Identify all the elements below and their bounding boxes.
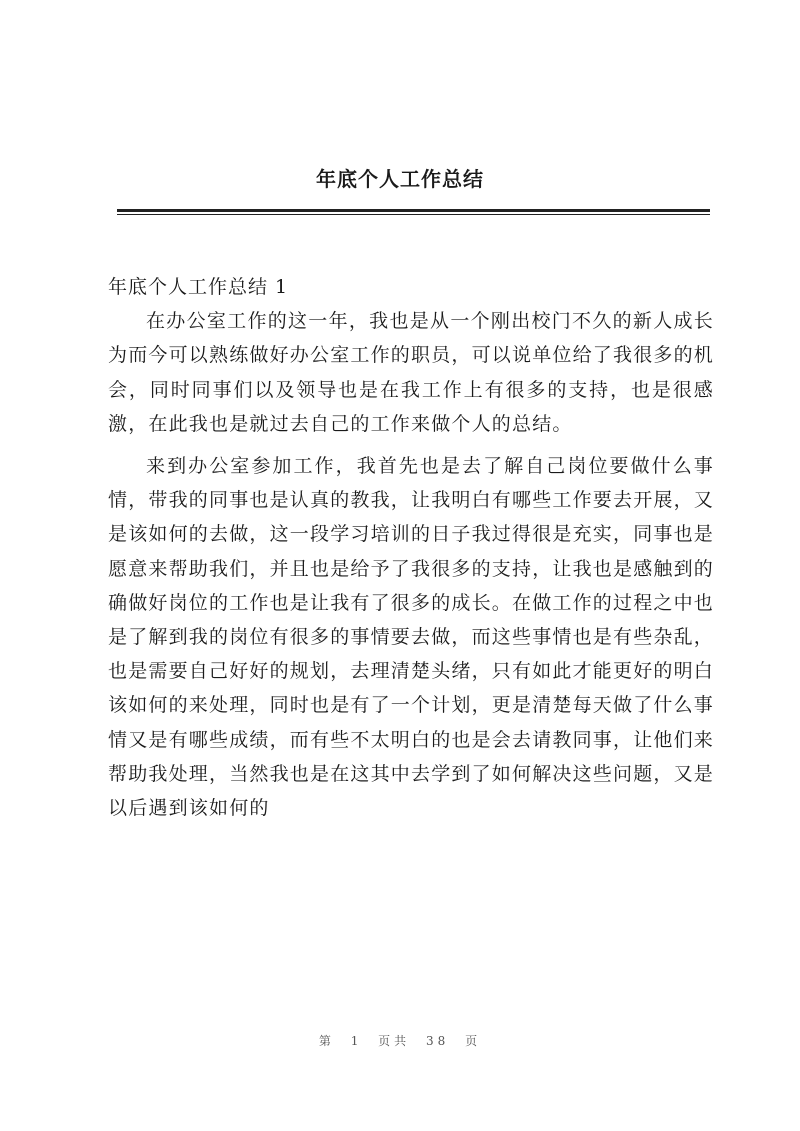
paragraph-1: 在办公室工作的这一年，我也是从一个刚出校门不久的新人成长为而今可以熟练做好办公室工作的职员，可以说单位给了我很多的机会，同时同事们以及领导也是在我工作上有很多的支持，也是很感激，在此我也是就过去自己的工作来做个人的总结。 — [108, 310, 715, 435]
section-heading: 年底个人工作总结 1 — [108, 276, 289, 298]
page-footer — [0, 1032, 800, 1049]
footer-prefix: 第 — [318, 1034, 335, 1048]
footer-mid: 页共 — [378, 1034, 411, 1048]
page-title: 年底个人工作总结 — [316, 167, 484, 191]
footer-suffix: 页 — [465, 1034, 482, 1048]
title-divider — [117, 209, 710, 212]
current-page-number: 1 — [350, 1034, 363, 1048]
total-pages-number: 38 — [426, 1034, 450, 1048]
title-divider-thin — [117, 214, 710, 215]
paragraph-2: 来到办公室参加工作，我首先也是去了解自己岗位要做什么事情，带我的同事也是认真的教我，让我明白有哪些工作要去开展，又是该如何的去做，这一段学习培训的日子我过得很是充实，同事也是愿意来帮助我们，并且也是给予了我很多的支持，让我也是感触到的确做好岗位的工作也是让我有了很多的成长。在做工作的过程之中也是了解到我的岗位有很多的事情要去做，而这些事情也是有些杂乱，也是需要自己好好的规划，去理清楚头绪，只有如此才能更好的明白该如何的来处理，同时也是有了一个计划，更是清楚每天做了什么事情又是有哪些成绩，而有些不太明白的也是会去请教同事，让他们来帮助我处理，当然我也是在这其中去学到了如何解决这些问题，又是以后遇到该如何的 — [108, 455, 715, 820]
document-body — [108, 270, 714, 825]
